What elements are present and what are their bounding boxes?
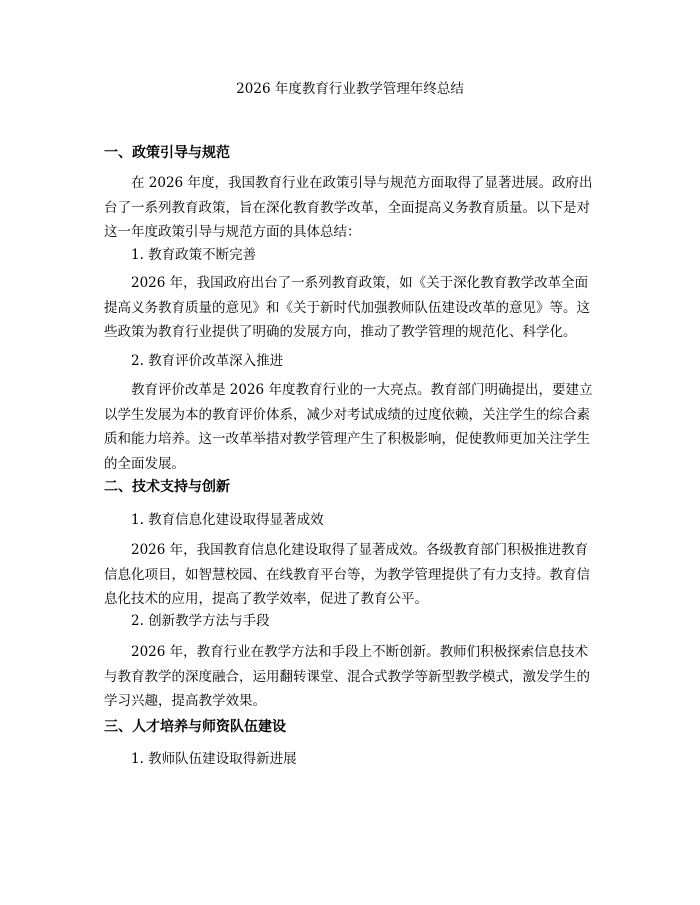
paragraph-line: 以学生发展为本的教育评价体系，减少对考试成绩的过度依赖，关注学生的综合素 — [104, 406, 590, 423]
section-heading-2: 二、技术支持与创新 — [104, 479, 230, 495]
section-2-item-1-paragraph — [104, 538, 597, 612]
section-heading-1: 一、政策引导与规范 — [104, 145, 230, 161]
section-1-intro-paragraph — [104, 171, 597, 245]
paragraph-line: 2026 年，教育行业在教学方法和手段上不断创新。教师们积极探索信息技术 — [131, 644, 589, 660]
section-3-item-1-heading: 1. 教师队伍建设取得新进展 — [131, 751, 297, 767]
section-2-item-1-heading: 1. 教育信息化建设取得显著成效 — [131, 512, 324, 528]
paragraph-line: 2026 年，我国政府出台了一系列教育政策，如《关于深化教育教学改革全面 — [131, 275, 589, 291]
section-1-item-2-paragraph — [104, 378, 597, 476]
paragraph-line: 提高义务教育质量的意见》和《关于新时代加强教师队伍建设改革的意见》等。这 — [104, 299, 590, 316]
paragraph-line: 信息化项目，如智慧校园、在线教育平台等，为教学管理提供了有力支持。教育信 — [104, 566, 590, 583]
paragraph-line: 学习兴趣，提高教学效果。 — [104, 693, 266, 709]
paragraph-line: 2026 年，我国教育信息化建设取得了显著成效。各级教育部门积极推进教育 — [131, 542, 589, 558]
document-title: 2026 年度教育行业教学管理年终总结 — [236, 81, 464, 97]
section-1-item-2-heading: 2. 教育评价改革深入推进 — [131, 353, 284, 369]
section-1-item-1-paragraph — [104, 271, 597, 345]
section-1-item-1-heading: 1. 教育政策不断完善 — [131, 247, 257, 263]
paragraph-line: 与教育教学的深度融合，运用翻转课堂、混合式教学等新型教学模式，激发学生的 — [104, 668, 590, 685]
section-heading-3: 三、人才培养与师资队伍建设 — [104, 719, 286, 735]
paragraph-line: 质和能力培养。这一改革举措对教学管理产生了积极影响，促使教师更加关注学生 — [104, 431, 590, 447]
paragraph-line: 教育评价改革是 2026 年度教育行业的一大亮点。教育部门明确提出，要建立 — [131, 382, 593, 398]
paragraph-line: 些政策为教育行业提供了明确的发展方向，推动了教学管理的规范化、科学化。 — [104, 324, 577, 340]
paragraph-line: 息化技术的应用，提高了教学效率，促进了教育公平。 — [104, 591, 428, 607]
section-2-item-2-heading: 2. 创新教学方法与手段 — [131, 613, 270, 629]
paragraph-line: 的全面发展。 — [104, 455, 185, 472]
section-2-item-2-paragraph — [104, 640, 597, 714]
paragraph-line: 在 2026 年度，我国教育行业在政策引导与规范方面取得了显著进展。政府出 — [131, 175, 593, 191]
paragraph-line: 这一年度政策引导与规范方面的具体总结： — [104, 224, 361, 240]
paragraph-line: 台了一系列教育政策，旨在深化教育教学改革，全面提高义务教育质量。以下是对 — [104, 199, 590, 216]
